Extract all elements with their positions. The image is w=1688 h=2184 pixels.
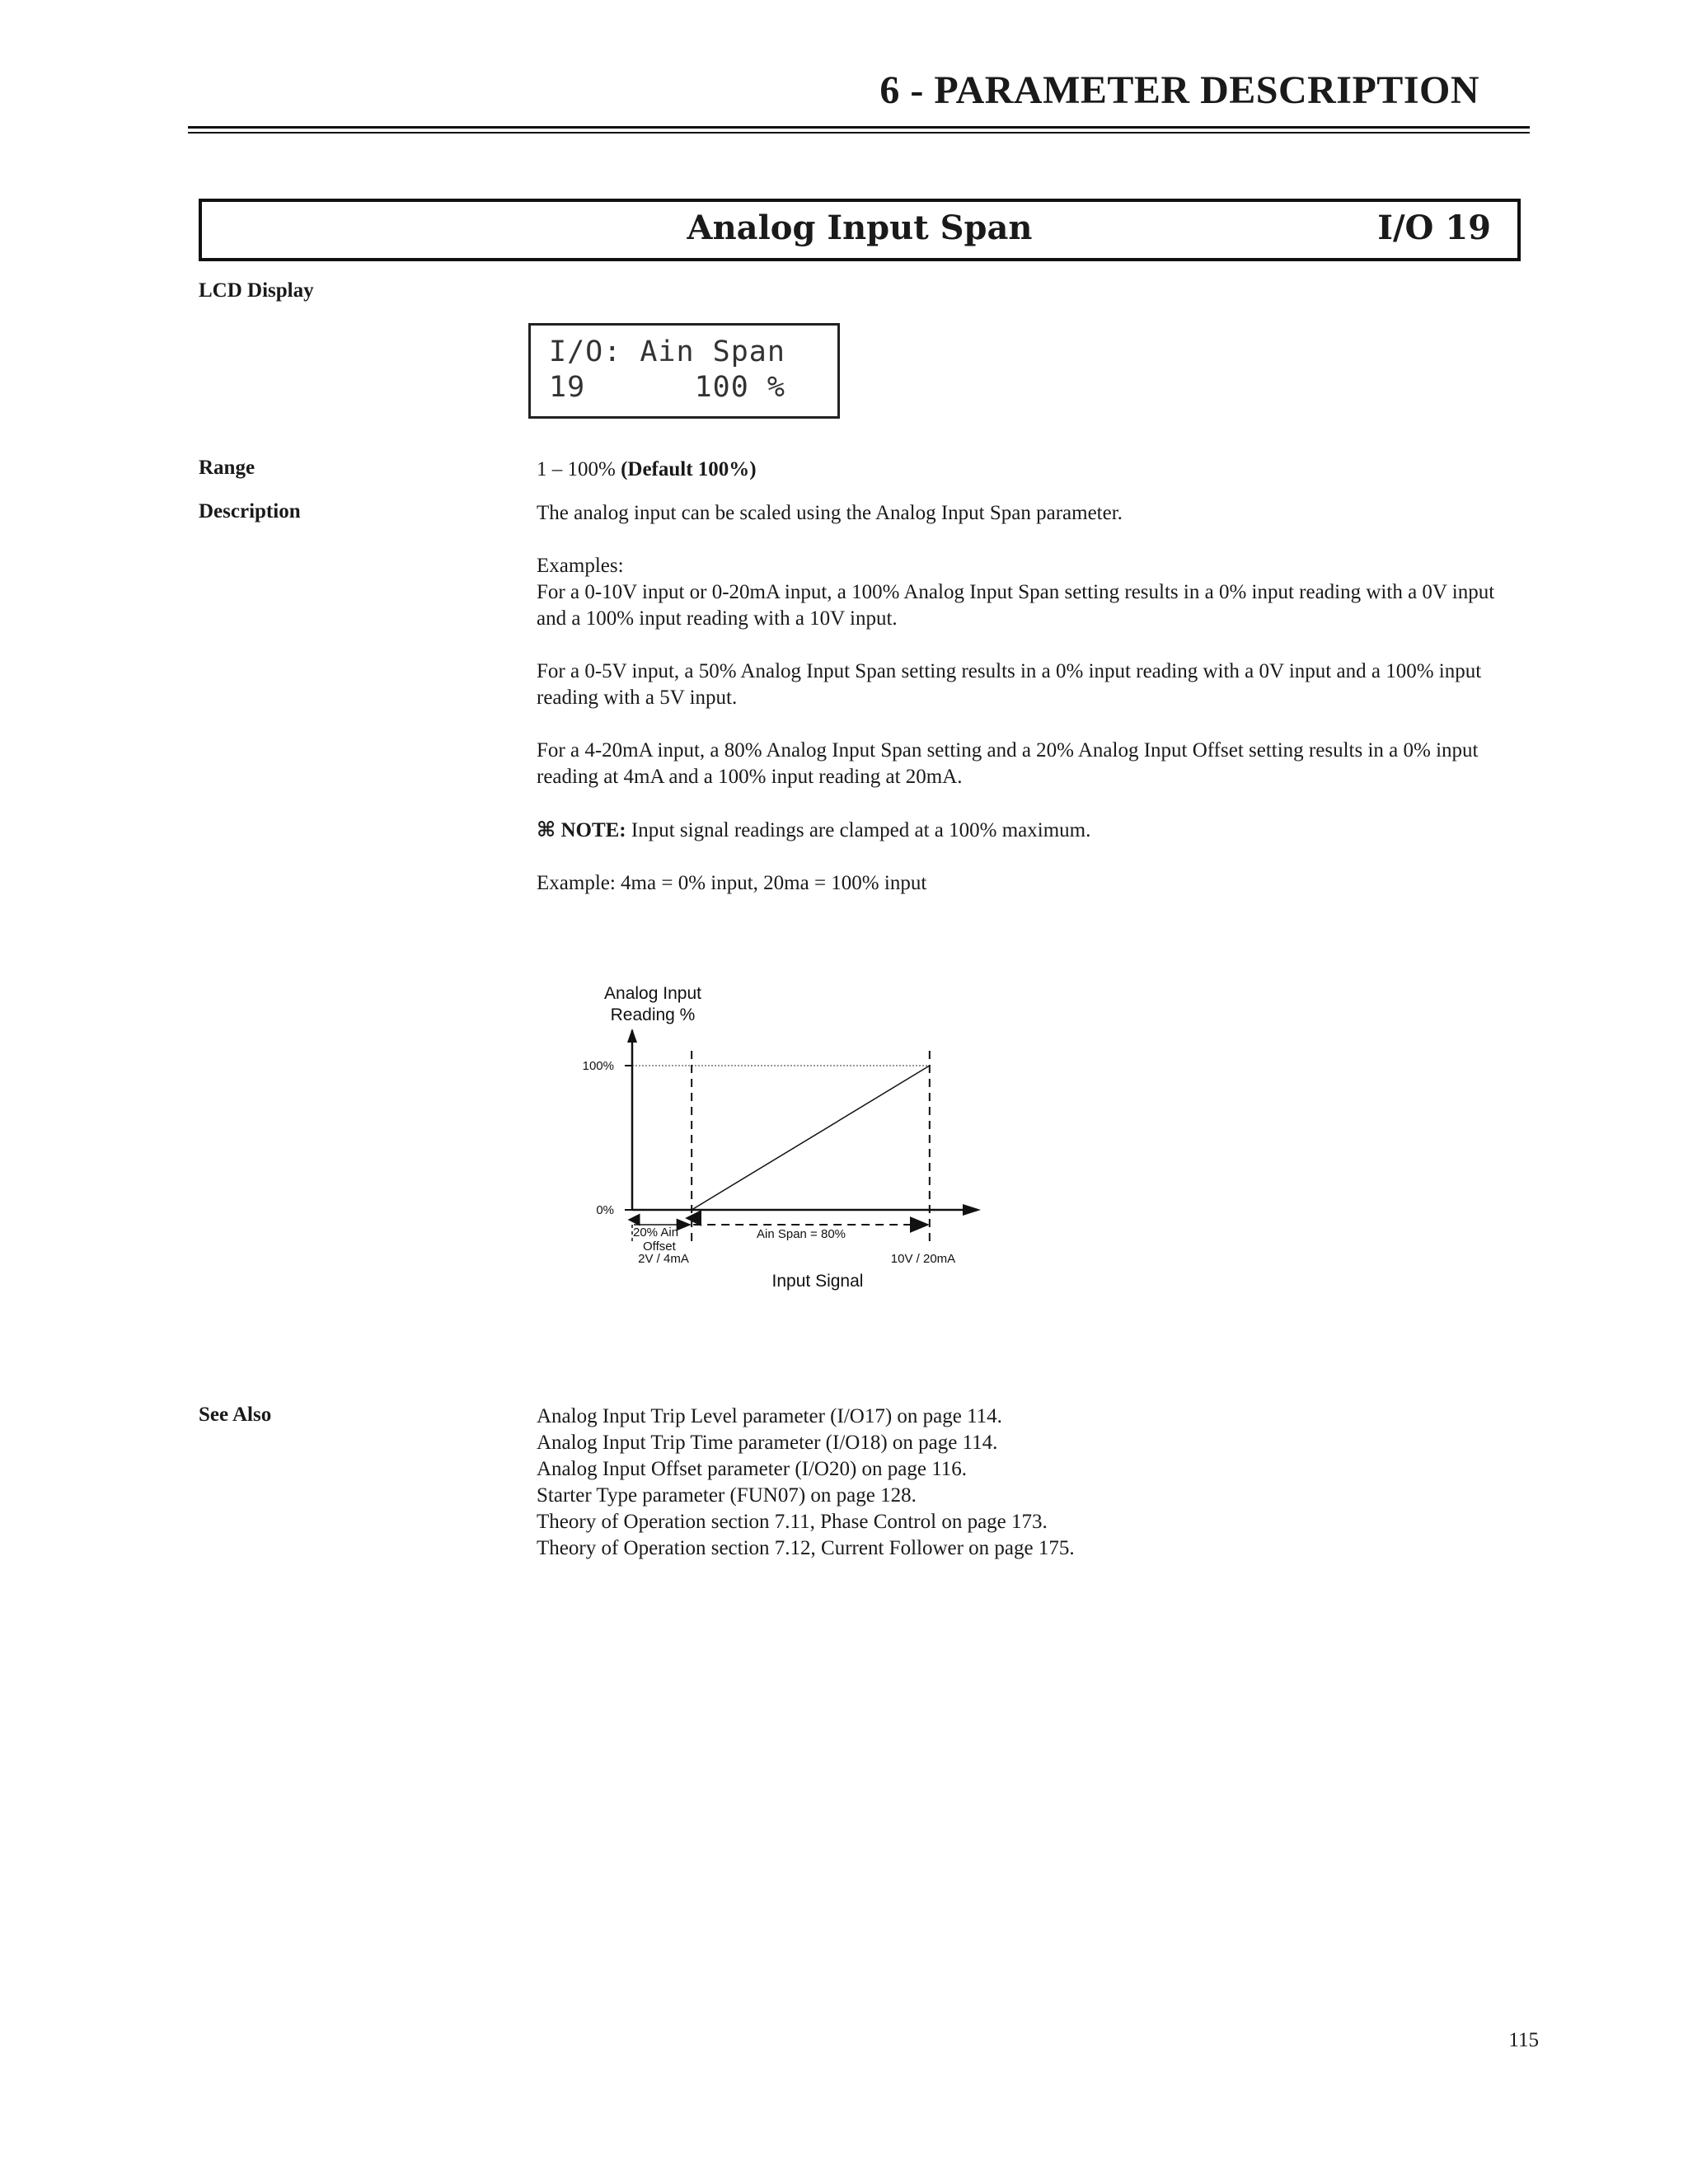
range-default: (Default 100%) [621, 458, 757, 480]
y-axis-title-line1: Analog Input [604, 984, 701, 1003]
example-1: For a 0-10V input or 0-20mA input, a 100% Analog Input Span setting results in a 0% input reading with a 0V input and a 100% input reading with a 10V input. [537, 581, 1495, 630]
y-axis-title-line2: Reading % [610, 1005, 696, 1024]
x-axis-arrow [963, 1204, 981, 1216]
header-rule [188, 126, 1530, 129]
ytick-top-label: 100% [582, 1059, 614, 1073]
see-also-item: Starter Type parameter (FUN07) on page 128. [537, 1484, 917, 1507]
x-start-label: 2V / 4mA [638, 1252, 689, 1266]
parameter-name: Analog Input Span [687, 209, 1033, 247]
see-also-item: Theory of Operation section 7.11, Phase Control on page 173. [537, 1511, 1048, 1533]
example-3: For a 4-20mA input, a 80% Analog Input Span setting and a 20% Analog Input Offset setting results in a 0% input reading at 4mA and a 100% input reading at 20mA. [537, 739, 1479, 788]
parameter-code: I/O 19 [1377, 209, 1491, 247]
chapter-title: 6 - PARAMETER DESCRIPTION [879, 68, 1479, 112]
see-also-item: Analog Input Trip Time parameter (I/O18) on page 114. [537, 1432, 998, 1454]
note-label: NOTE: [560, 819, 626, 841]
example-2: For a 0-5V input, a 50% Analog Input Span setting results in a 0% input reading with a 0V input and a 100% input reading with a 5V input. [537, 660, 1482, 709]
see-also-list [537, 1404, 1526, 1562]
series-line [692, 1066, 930, 1210]
see-also-item: Analog Input Offset parameter (I/O20) on page 116. [537, 1458, 968, 1480]
see-also-label: See Also [199, 1404, 272, 1426]
offset-label-line2: Offset [643, 1240, 676, 1254]
header-rule-secondary [188, 132, 1530, 134]
description-label: Description [199, 500, 301, 523]
note [537, 818, 1526, 844]
see-also-item: Theory of Operation section 7.12, Current Follower on page 175. [537, 1537, 1075, 1559]
examples-heading: Examples: [537, 555, 624, 577]
note-text: Input signal readings are clamped at a 100% maximum. [631, 819, 1091, 841]
lcd-display-label: LCD Display [199, 279, 314, 302]
range-value [537, 457, 1526, 483]
ytick-bottom-label: 0% [596, 1203, 614, 1217]
note-icon: ⌘ [537, 819, 556, 841]
see-also-item: Analog Input Trip Level parameter (I/O17) on page 114. [537, 1405, 1002, 1427]
span-chart [569, 981, 997, 1294]
lcd-line-1: I/O: Ain Span [549, 335, 785, 368]
range-label: Range [199, 457, 256, 479]
span-label: Ain Span = 80% [757, 1227, 846, 1241]
lcd-display [528, 323, 840, 419]
x-axis-title: Input Signal [771, 1272, 864, 1291]
lcd-line-2: 19 100 % [549, 371, 785, 404]
offset-label-line1: 20% Ain [633, 1226, 679, 1240]
description-intro: The analog input can be scaled using the Analog Input Span parameter. [537, 502, 1123, 524]
example-4: Example: 4ma = 0% input, 20ma = 100% input [537, 872, 927, 894]
parameter-title-box [199, 199, 1521, 261]
x-end-label: 10V / 20mA [890, 1252, 956, 1266]
page-number: 115 [1508, 2029, 1539, 2051]
y-axis-arrow [627, 1029, 637, 1043]
range-text: 1 – 100% [537, 458, 616, 480]
